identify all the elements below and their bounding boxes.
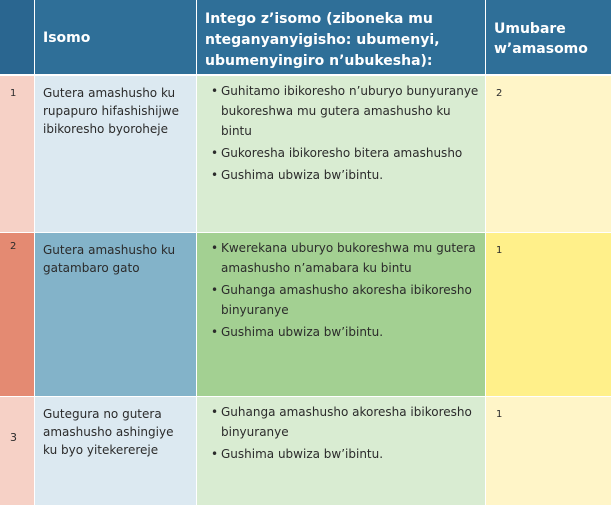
row-number: 2 [0, 233, 35, 397]
lesson-count: 2 [486, 76, 612, 233]
objective-item: • Guhanga amashusho akoresha ibikoresho binyuranye [211, 280, 479, 320]
table-header-row [0, 0, 612, 76]
objective-item: • Gushima ubwiza bw’ibintu. [211, 322, 479, 342]
row-number: 1 [0, 76, 35, 233]
lesson-objectives [197, 397, 486, 505]
table-row [0, 397, 612, 505]
table-row [0, 76, 612, 233]
objective-item: • Gushima ubwiza bw’ibintu. [211, 444, 479, 464]
lesson-objectives [197, 233, 486, 397]
lesson-objectives [197, 76, 486, 233]
header-lesson-count: Umubare w’amasomo [486, 0, 612, 76]
objective-item: • Guhitamo ibikoresho n’uburyo bunyuranye bukoreshwa mu gutera amashusho ku bintu [211, 81, 479, 141]
header-objectives: Intego z’isomo (ziboneka mu nteganyanyigisho: ubumenyi, ubumenyingiro n’ubukesha): [197, 0, 486, 76]
objective-item: • Guhanga amashusho akoresha ibikoresho binyuranye [211, 402, 479, 442]
objective-item: • Gushima ubwiza bw’ibintu. [211, 165, 479, 185]
lesson-title: Gutegura no gutera amashusho ashingiye ku byo yitekerereje [35, 397, 197, 505]
row-number: 3 [0, 397, 35, 505]
lesson-title: Gutera amashusho ku gatambaro gato [35, 233, 197, 397]
objective-item: • Kwerekana uburyo bukoreshwa mu gutera amashusho n’amabara ku bintu [211, 238, 479, 278]
table-row [0, 233, 612, 397]
lesson-title: Gutera amashusho ku rupapuro hifashishijwe ibikoresho byoroheje [35, 76, 197, 233]
header-number [0, 0, 35, 76]
lesson-count: 1 [486, 397, 612, 505]
header-lesson: Isomo [35, 0, 197, 76]
objective-item: • Gukoresha ibikoresho bitera amashusho [211, 143, 479, 163]
lesson-count: 1 [486, 233, 612, 397]
